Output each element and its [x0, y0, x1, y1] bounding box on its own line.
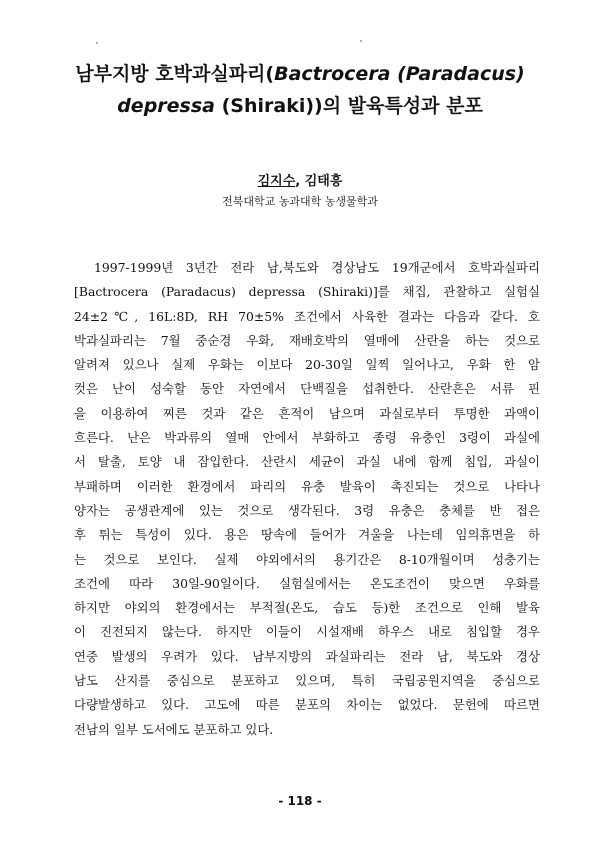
body-text-line: 다량발생하고 있다. 고도에 따른 분포의 차이는 없었다. 문헌에 따르면 [74, 697, 540, 713]
title-korean-rest: 의 발육특성과 분포 [322, 95, 483, 117]
body-text-line: 1997-1999년 3년간 전라 남,북도와 경상남도 19개군에서 호박과실파리 [94, 260, 540, 275]
title-line-1 [60, 58, 540, 90]
body-text-line: [Bactrocera (Paradacus) depressa (Shiraki)]를 채집, 관찰하고 실험실 [74, 284, 540, 300]
paper-title [60, 58, 540, 122]
title-species: depressa [117, 95, 215, 117]
body-text-line: 알려져 있으나 실제 우화는 이보다 20-30일 일찍 일어나고, 우화 한 암 [74, 357, 540, 373]
affiliation: 전북대학교 농과대학 농생물학과 [222, 195, 378, 208]
body-text-line: 컷은 난이 성숙할 동안 자연에서 단백질을 섭취한다. 산란흔은 서류 핀 [74, 381, 540, 397]
body-text-line: 서 탈출, 토양 내 잠입한다. 산란시 세균이 과실 내에 함께 침입, 과실이 [74, 454, 540, 470]
body-text-line: 전남의 일부 도서에도 분포하고 있다. [74, 721, 274, 737]
scan-speck [96, 42, 98, 44]
abstract-body [74, 256, 540, 742]
title-genus: Bactrocera (Paradacus) [274, 63, 525, 85]
body-text-line: 흐른다. 난은 박과류의 열매 안에서 부화하고 종령 유충인 3령이 과실에 [74, 430, 540, 446]
body-text-line: 연중 발생의 우려가 있다. 남부지방의 과실파리는 전라 남, 북도와 경상 [74, 648, 540, 664]
co-author: , 김태흥 [295, 174, 343, 189]
first-author: 김지수 [257, 174, 296, 189]
scan-speck [360, 40, 362, 42]
body-text-line: 박과실파리는 7월 중순경 우화, 재배호박의 열매에 산란을 하는 것으로 [74, 332, 540, 348]
title-korean-part: 남부지방 호박과실파리( [75, 63, 275, 85]
body-text-line: 남도 산지를 중심으로 분포하고 있으며, 특히 국립공원지역을 중심으로 [74, 673, 540, 689]
body-text-line: 후 튀는 특성이 있다. 용은 땅속에 들어가 겨울을 나는데 임의휴면을 하 [74, 527, 540, 543]
title-line-2 [60, 90, 540, 122]
body-text-line: 는 것으로 보인다. 실제 야외에서의 용기간은 8-10개월이며 성충기는 [74, 551, 540, 567]
title-author-name: (Shiraki)) [215, 95, 323, 117]
body-text-line: 이 진전되지 않는다. 하지만 이들이 시설재배 하우스 내로 침입할 경우 [74, 624, 540, 640]
body-text-line: 24±2℃, 16L:8D, RH 70±5% 조건에서 사육한 결과는 다음과 같다. 호 [74, 308, 540, 324]
page-number: - 118 - [278, 794, 322, 808]
body-text-line: 부패하며 이러한 환경에서 파리의 유충 발육이 촉진되는 것으로 나타나 [74, 478, 540, 494]
body-text-line: 을 이용하여 찌른 것과 같은 흔적이 남으며 과실로부터 투명한 과액이 [74, 405, 540, 421]
author-list [0, 170, 600, 189]
body-text-line: 양자는 공생관계에 있는 것으로 생각된다. 3령 유충은 충체를 반 접은 [74, 502, 540, 518]
body-text-line: 하지만 야외의 환경에서는 부적절(온도, 습도 등)한 조건으로 인해 발육 [74, 600, 540, 616]
body-text-line: 조건에 따라 30일-90일이다. 실험실에서는 온도조건이 맞으면 우화를 [74, 575, 540, 591]
